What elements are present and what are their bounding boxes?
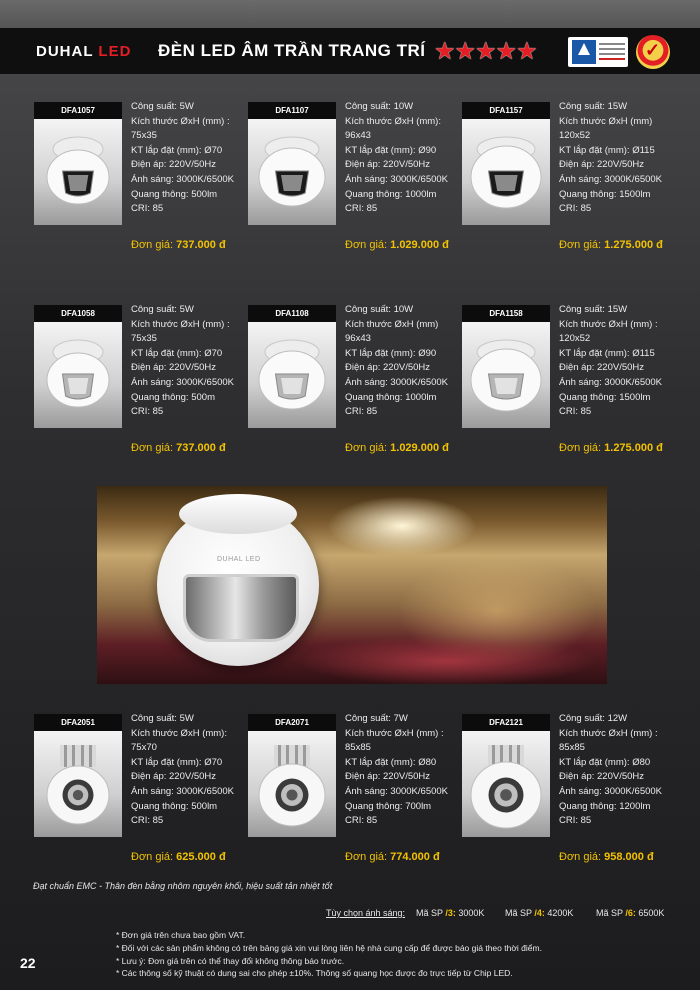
product-image (462, 322, 550, 428)
spec-line: Quang thông: 1500lm (559, 188, 651, 200)
spec-line: Điện áp: 220V/50Hz (559, 159, 645, 171)
spec-line: Ánh sáng: 3000K/6500K (131, 376, 235, 388)
spec-line: Quang thông: 1200lm (559, 800, 651, 812)
product-code: DFA2121 (462, 714, 550, 731)
product-specs (345, 303, 457, 420)
spec-line: Công suất: 12W (559, 713, 628, 724)
spec-line: Điện áp: 220V/50Hz (345, 771, 431, 783)
spec-line: 85x85 (559, 742, 585, 754)
quality-seal-icon: ✓ (636, 35, 670, 69)
price-label: Đơn giá: (559, 851, 602, 863)
spec-line: Kích thước ØxH (mm) (559, 115, 653, 127)
product-code: DFA2071 (248, 714, 336, 731)
spec-line: Điện áp: 220V/50Hz (559, 771, 645, 783)
product-price (559, 442, 663, 454)
brand-logo: DUHAL LED (36, 43, 132, 60)
price-label: Đơn giá: (345, 442, 388, 454)
product-code: DFA1108 (248, 305, 336, 322)
spec-line: Ánh sáng: 3000K/6500K (345, 376, 449, 388)
product-specs (131, 100, 243, 217)
spec-line: CRI: 85 (131, 815, 164, 827)
spec-line: Kích thước ØxH (mm) : (131, 115, 230, 127)
spec-line: KT lắp đặt (mm): Ø115 (559, 347, 655, 359)
spec-line: Quang thông: 500m (131, 391, 215, 403)
spec-line: Điện áp: 220V/50Hz (131, 362, 217, 374)
footnotes (116, 929, 542, 980)
price-value: 737.000 đ (176, 442, 226, 454)
product-code: DFA1057 (34, 102, 122, 119)
emc-note: Đạt chuẩn EMC - Thân đèn bằng nhôm nguyên khối, hiệu suất tản nhiệt tốt (33, 881, 333, 891)
price-label: Đơn giá: (131, 851, 174, 863)
product-specs (559, 712, 671, 829)
spec-line: Ánh sáng: 3000K/6500K (345, 173, 449, 185)
spec-line: Quang thông: 1000lm (345, 188, 437, 200)
product-image (248, 731, 336, 837)
price-label: Đơn giá: (131, 442, 174, 454)
spec-line: 75x70 (131, 742, 157, 754)
product-code: DFA1058 (34, 305, 122, 322)
spec-line: Quang thông: 700lm (345, 800, 432, 812)
spec-line: KT lắp đặt (mm): Ø90 (345, 347, 437, 359)
downlight-photo (157, 504, 319, 666)
spec-line: Công suất: 15W (559, 304, 628, 315)
spec-line: KT lắp đặt (mm): Ø115 (559, 144, 655, 156)
product-price (345, 239, 449, 251)
spec-line: Công suất: 10W (345, 304, 414, 315)
product-price (131, 442, 226, 454)
spec-line: KT lắp đặt (mm): Ø70 (131, 756, 223, 768)
spec-line: Ánh sáng: 3000K/6500K (345, 785, 449, 797)
product-image (462, 119, 550, 225)
spec-line: KT lắp đặt (mm): Ø70 (131, 347, 223, 359)
price-label: Đơn giá: (131, 239, 174, 251)
light-option: Mã SP /3: 3000K (416, 908, 485, 918)
spec-line: 75x35 (131, 130, 157, 142)
product-specs (345, 100, 457, 217)
page-title: ĐÈN LED ÂM TRẦN TRANG TRÍ (158, 41, 426, 60)
footnote: * Các thông số kỹ thuật có dung sai cho phép ±10%. Thông số quang học được đo trực tiếp từ Chip LED. (116, 968, 513, 979)
product-code: DFA1157 (462, 102, 550, 119)
price-value: 625.000 đ (176, 851, 226, 863)
spec-line: Điện áp: 220V/50Hz (345, 362, 431, 374)
spec-line: Điện áp: 220V/50Hz (345, 159, 431, 171)
spec-line: 75x35 (131, 333, 157, 345)
spec-line: KT lắp đặt (mm): Ø70 (131, 144, 223, 156)
spec-line: CRI: 85 (131, 406, 164, 418)
price-label: Đơn giá: (345, 239, 388, 251)
product-image (34, 731, 122, 837)
tuv-certification-icon (568, 37, 628, 67)
light-option: Mã SP /6: 6500K (596, 908, 665, 918)
price-label: Đơn giá: (345, 851, 388, 863)
product-price (559, 851, 654, 863)
product-specs (559, 100, 671, 217)
spec-line: CRI: 85 (345, 815, 378, 827)
top-bar (0, 0, 700, 28)
spec-line: Điện áp: 220V/50Hz (131, 771, 217, 783)
spec-line: Ánh sáng: 3000K/6500K (131, 173, 235, 185)
spec-line: KT lắp đặt (mm): Ø80 (559, 756, 651, 768)
spec-line: Quang thông: 500lm (131, 800, 218, 812)
spec-line: Điện áp: 220V/50Hz (131, 159, 217, 171)
spec-line: Kích thước ØxH (mm): (345, 115, 441, 127)
spec-line: Ánh sáng: 3000K/6500K (559, 785, 663, 797)
banner-logo: DUHAL LED (217, 556, 261, 563)
price-value: 774.000 đ (390, 851, 440, 863)
price-value: 737.000 đ (176, 239, 226, 251)
footnote: * Đối với các sản phẩm không có trên bảng giá xin vui lòng liên hệ nhà cung cấp để được báo giá theo thời điểm. (116, 942, 542, 953)
spec-line: Kích thước ØxH (mm): (131, 727, 227, 739)
spec-line: CRI: 85 (345, 203, 378, 215)
rating-stars-icon: ★★★★★ (434, 38, 537, 65)
spec-line: 85x85 (345, 742, 371, 754)
spec-line: Công suất: 5W (131, 101, 194, 112)
product-image (34, 322, 122, 428)
product-price (131, 239, 226, 251)
price-label: Đơn giá: (559, 442, 602, 454)
price-value: 1.029.000 đ (390, 442, 449, 454)
spec-line: Quang thông: 1500lm (559, 391, 651, 403)
spec-line: Kích thước ØxH (mm) : (559, 318, 658, 330)
spec-line: Công suất: 5W (131, 304, 194, 315)
spec-line: Công suất: 5W (131, 713, 194, 724)
product-image (248, 322, 336, 428)
spec-line: CRI: 85 (559, 203, 592, 215)
spec-line: Điện áp: 220V/50Hz (559, 362, 645, 374)
spec-line: Kích thước ØxH (mm) : (345, 727, 444, 739)
product-price (559, 239, 663, 251)
price-value: 1.275.000 đ (604, 239, 663, 251)
product-price (345, 851, 440, 863)
product-specs (345, 712, 457, 829)
spec-line: CRI: 85 (131, 203, 164, 215)
product-specs (131, 303, 243, 420)
product-showcase-banner (97, 486, 607, 684)
spec-line: CRI: 85 (559, 815, 592, 827)
product-price (345, 442, 449, 454)
spec-line: Quang thông: 1000lm (345, 391, 437, 403)
product-code: DFA1107 (248, 102, 336, 119)
price-value: 1.029.000 đ (390, 239, 449, 251)
light-option: Mã SP /4: 4200K (505, 908, 574, 918)
spec-line: Công suất: 15W (559, 101, 628, 112)
page-header (0, 28, 700, 74)
price-label: Đơn giá: (559, 239, 602, 251)
product-price (131, 851, 226, 863)
footnote: * Đơn giá trên chưa bao gồm VAT. (116, 930, 246, 940)
price-value: 958.000 đ (604, 851, 654, 863)
spec-line: CRI: 85 (559, 406, 592, 418)
product-specs (131, 712, 243, 829)
spec-line: Quang thông: 500lm (131, 188, 218, 200)
price-value: 1.275.000 đ (604, 442, 663, 454)
spec-line: 120x52 (559, 130, 591, 142)
footnote: * Lưu ý: Đơn giá trên có thể thay đổi không thông báo trước. (116, 955, 345, 966)
product-code: DFA2051 (34, 714, 122, 731)
spec-line: 120x52 (559, 333, 591, 345)
spec-line: CRI: 85 (345, 406, 378, 418)
spec-line: 96x43 (345, 333, 371, 345)
spec-line: 96x43 (345, 130, 371, 142)
spec-line: Ánh sáng: 3000K/6500K (131, 785, 235, 797)
spec-line: KT lắp đặt (mm): Ø90 (345, 144, 437, 156)
product-image (34, 119, 122, 225)
spec-line: Kích thước ØxH (mm) : (131, 318, 230, 330)
product-code: DFA1158 (462, 305, 550, 322)
spec-line: Công suất: 7W (345, 713, 408, 724)
product-specs (559, 303, 671, 420)
product-image (248, 119, 336, 225)
spec-line: Ánh sáng: 3000K/6500K (559, 173, 663, 185)
spec-line: Kích thước ØxH (mm) : (559, 727, 658, 739)
spec-line: Công suất: 10W (345, 101, 414, 112)
spec-line: KT lắp đặt (mm): Ø80 (345, 756, 437, 768)
spec-line: Ánh sáng: 3000K/6500K (559, 376, 663, 388)
product-image (462, 731, 550, 837)
page-number: 22 (20, 955, 36, 971)
light-options-label: Tùy chọn ánh sáng: (326, 908, 406, 918)
spec-line: Kích thước ØxH (mm) (345, 318, 439, 330)
